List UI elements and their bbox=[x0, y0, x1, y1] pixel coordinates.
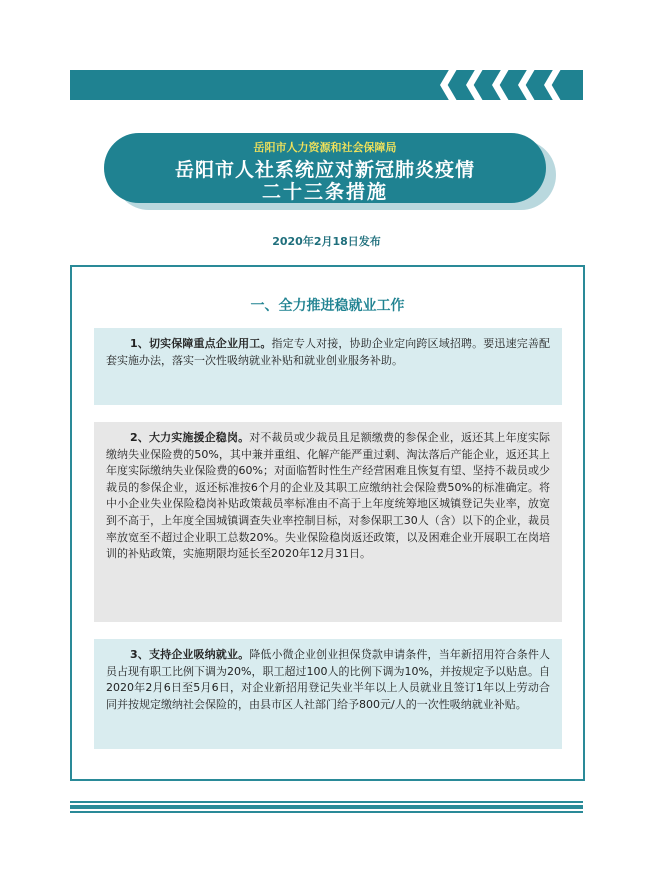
measure-text: 指定专人对接，协助企业定向跨区域招聘。要迅速完善配套实施办法，落实一次性吸纳就业补贴和就业创业服务补助。 bbox=[106, 337, 550, 367]
chevron-left-icon bbox=[518, 70, 540, 100]
chevron-left-icon bbox=[440, 70, 462, 100]
chevron-left-icon bbox=[544, 70, 566, 100]
publish-date: 2020年2月18日发布 bbox=[272, 235, 381, 248]
content-frame bbox=[70, 265, 585, 781]
chevron-left-icon bbox=[466, 70, 488, 100]
top-banner-bar bbox=[70, 70, 583, 100]
section-title: 一、全力推进稳就业工作 bbox=[250, 298, 405, 314]
measure-lead: 2、大力实施援企稳岗。 bbox=[130, 431, 250, 444]
measure-text: 对不裁员或少裁员且足额缴费的参保企业，返还其上年度实际缴纳失业保险费的50%，其中兼并重组、化解产能严重过剩、淘汰落后产能企业，返还其上年度实际缴纳失业保险费的60%；对面临暂时性生产经营困难且恢复有望、坚持不裁员或少裁员的参保企业，返还标准按6个月的企业及其职工应缴纳社会保险费50%的标准确定。将中小企业失业保险稳岗补贴政策裁员率标准由不高于上年度统筹地区城镇登记失业率，放宽到不高于，上年度全国城镇调查失业率控制目标，对参保职工30人（含）以下的企业，裁员率放宽至不超过企业职工总数20%。失业保险稳岗返还政策，以及困难企业开展职工在岗培训的补贴政策，实施期限均延长至2020年12月31日。 bbox=[106, 431, 551, 561]
measure-lead: 1、切实保障重点企业用工。 bbox=[130, 337, 272, 350]
measure-item-3 bbox=[94, 639, 562, 749]
measure-text: 降低小微企业创业担保贷款申请条件，当年新招用符合条件人员占现有职工比例下调为20%，职工超过100人的比例下调为10%，并按规定予以贴息。自2020年2月6日至5月6日，对企业新招用登记失业半年以上人员就业且签订1年以上劳动合同并按规定缴纳社会保险的，由县市区人社部门给予800元/人的一次性吸纳就业补贴。 bbox=[106, 648, 551, 711]
title-banner bbox=[104, 133, 546, 203]
measure-item-2 bbox=[94, 422, 562, 622]
department-name: 岳阳市人力资源和社会保障局 bbox=[253, 141, 397, 154]
measure-item-1 bbox=[94, 328, 562, 405]
chevron-left-icon bbox=[492, 70, 514, 100]
footer-divider bbox=[70, 805, 583, 809]
footer-divider bbox=[70, 801, 583, 803]
measure-lead: 3、支持企业吸纳就业。 bbox=[130, 648, 250, 661]
footer-divider bbox=[70, 811, 583, 813]
page-title-line1: 岳阳市人社系统应对新冠肺炎疫情 bbox=[174, 159, 475, 181]
page-title-line2: 二十三条措施 bbox=[261, 181, 388, 203]
